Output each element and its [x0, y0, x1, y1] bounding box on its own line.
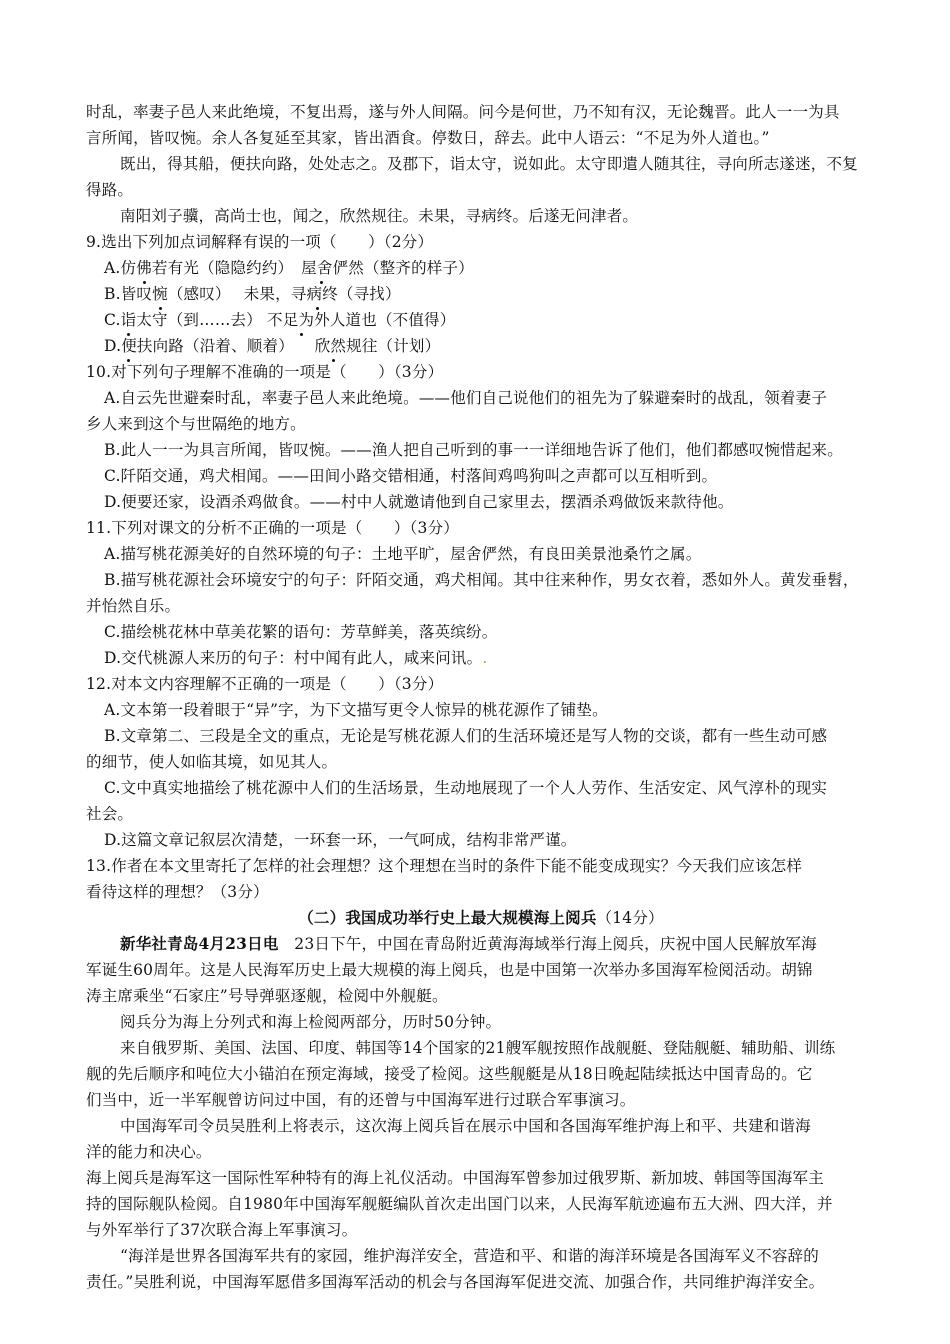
- question-11-option-b: B.描写桃花源社会环境安宁的句子：阡陌交通，鸡犬相闻。其中往来种作，男女衣着，悉如外人。黄发垂髫，: [104, 571, 859, 589]
- article-line: 责任。”吴胜利说，中国海军愿借多国海军活动的机会与各国海军促进交流、加强合作，共同维护海洋安全。: [86, 1273, 825, 1291]
- question-12-option-c-cont: 社会。: [86, 805, 134, 823]
- passage-line: 南阳刘子骥，高尚士也，闻之，欣然规往。未果，寻病终。后遂无问津者。: [120, 207, 639, 225]
- question-12-stem: 12.对本文内容理解不正确的一项是（ ）（3分）: [86, 675, 444, 693]
- article-line: “海洋是世界各国海军共有的家园，维护海洋安全，营造和平、和谐的海洋环境是各国海军义不容辞的: [120, 1247, 819, 1265]
- article-line: 涛主席乘坐“石家庄”号导弹驱逐舰，检阅中外舰艇。: [86, 987, 448, 1005]
- section-2-title-text: （二）我国成功举行史上最大规模海上阅兵: [298, 908, 597, 927]
- emphasis-dot-icon: [127, 333, 130, 336]
- question-9-option-a: A.仿佛若有光（隐隐约约） 屋舍俨然（整齐的样子）: [104, 259, 474, 277]
- question-10-option-a-cont: 乡人来到这个与世隔绝的地方。: [86, 415, 306, 433]
- question-11-option-a: A.描写桃花源美好的自然环境的句子：土地平旷，屋舍俨然，有良田美景池桑竹之属。: [104, 545, 702, 563]
- passage-line: 既出，得其船，便扶向路，处处志之。及郡下，诣太守，说如此。太守即遣人随其往，寻向所志遂迷，不复: [120, 155, 858, 173]
- question-10-option-d: D.便要还家，设酒杀鸡做食。——村中人就邀请他到自己家里去，摆酒杀鸡做饭来款待他。: [104, 493, 734, 511]
- section-2-score: （14分）: [596, 909, 664, 927]
- emphasis-dot-icon: [316, 307, 319, 310]
- question-9-option-d: D.便扶向路（沿着、顺着） 欣然规往（计划）: [104, 337, 441, 355]
- article-line: 阅兵分为海上分列式和海上检阅两部分，历时50分钟。: [120, 1013, 502, 1031]
- article-line: 中国海军司令员吴胜利上将表示，这次海上阅兵旨在展示中国和各国海军维护海上和平、共建和谐海: [120, 1117, 811, 1135]
- emphasis-dot-icon: [320, 281, 323, 284]
- article-line: 舰的先后顺序和吨位大小锚泊在预定海域，接受了检阅。这些舰艇是从18日晚起陆续抵达中国青岛的。它: [86, 1065, 813, 1083]
- question-10-stem: 10.对下列句子理解不准确的一项是（ ）（3分）: [86, 363, 444, 381]
- question-10-option-a: A.自云先世避秦时乱，率妻子邑人来此绝境。——他们自己说他们的祖先为了躲避秦时的战乱，领着妻子: [104, 389, 828, 407]
- passage-line: 时乱，率妻子邑人来此绝境，不复出焉，遂与外人间隔。问今是何世，乃不知有汉，无论魏晋。此人一一为具: [86, 103, 840, 121]
- question-9-option-b: B.皆叹惋（感叹） 未果，寻病终（寻找）: [104, 285, 401, 303]
- question-11-option-b-cont: 并怡然自乐。: [86, 597, 181, 615]
- question-10-option-b: B.此人一一为具言所闻，皆叹惋。——渔人把自己听到的事一一详细地告诉了他们，他们都感叹惋惜起来。: [104, 441, 843, 459]
- question-10-option-c: C.阡陌交通，鸡犬相闻。——田间小路交错相通，村落间鸡鸣狗叫之声都可以互相听到。: [104, 467, 718, 485]
- article-text: 23日下午，中国在青岛附近黄海海域举行海上阅兵，庆祝中国人民解放军海: [278, 935, 817, 953]
- article-dateline: 新华社青岛4月23日电: [120, 934, 279, 953]
- question-12-option-d: D.这篇文章记叙层次清楚，一环套一环，一气呵成，结构非常严谨。: [104, 831, 577, 849]
- article-line: 持的国际舰队检阅。自1980年中国海军舰艇编队首次走出国门以来，人民海军航迹遍布五大洲、四大洋，并: [86, 1195, 833, 1213]
- article-paragraph: [120, 931, 876, 957]
- article-line: 海上阅兵是海军这一国际性军种特有的海上礼仪活动。中国海军曾参加过俄罗斯、新加坡、韩国等国海军主: [86, 1169, 824, 1187]
- question-11-option-d-text: D.交代桃源人来历的句子：村中闻有此人，咸来问讯。: [104, 649, 483, 667]
- article-line: 洋的能力和决心。: [86, 1143, 212, 1161]
- article-line: 们当中，近一半军舰曾访问过中国，有的还曾与中国海军进行过联合军事演习。: [86, 1091, 636, 1109]
- question-12-option-a: A.文本第一段着眼于“异”字，为下文描写更令人惊异的桃花源作了铺垫。: [104, 701, 608, 719]
- emphasis-dot-icon: [143, 281, 146, 284]
- passage-line: 言所闻，皆叹惋。余人各复延至其家，皆出酒食。停数日，辞去。此中人语云：“不足为外人道也。”: [86, 129, 770, 147]
- question-9-stem: 9.选出下列加点词解释有误的一项（ ）（2分）: [86, 233, 434, 251]
- question-13-stem-cont: 看待这样的理想？（3分）: [86, 883, 269, 901]
- stray-mark: .: [482, 649, 488, 667]
- section-2-title: [86, 905, 876, 931]
- question-12-option-b: B.文章第二、三段是全文的重点，无论是写桃花源人们的生活环境还是写人物的交谈，都有一些生动可感: [104, 727, 828, 745]
- question-12-option-b-cont: 的细节，使人如临其境，如见其人。: [86, 753, 338, 771]
- article-line: 与外军举行了37次联合海上军事演习。: [86, 1221, 358, 1239]
- question-12-option-c: C.文中真实地描绘了桃花源中人们的生活场景，生动地展现了一个人人劳作、生活安定、风气淳朴的现实: [104, 779, 828, 797]
- passage-line: 得路。: [86, 181, 134, 199]
- question-13-stem: 13.作者在本文里寄托了怎样的社会理想？这个理想在当时的条件下能不能变成现实？今天我们应该怎样: [86, 857, 803, 875]
- emphasis-dot-icon: [159, 307, 162, 310]
- article-line: 军诞生60周年。这是人民海军历史上最大规模的海上阅兵，也是中国第一次举办多国海军检阅活动。胡锦: [86, 961, 813, 979]
- question-9-option-c: C.诣太守（到……去） 不足为外人道也（不值得）: [104, 311, 456, 329]
- emphasis-dot-icon: [300, 333, 303, 336]
- question-11-option-d: [104, 645, 894, 671]
- question-11-option-c: C.描绘桃花林中草美花繁的语句：芳草鲜美，落英缤纷。: [104, 623, 498, 641]
- article-line: 来自俄罗斯、美国、法国、印度、韩国等14个国家的21艘军舰按照作战舰艇、登陆舰艇、辅助船、训练: [120, 1039, 836, 1057]
- question-11-stem: 11.下列对课文的分析不正确的一项是（ ）（3分）: [86, 519, 459, 537]
